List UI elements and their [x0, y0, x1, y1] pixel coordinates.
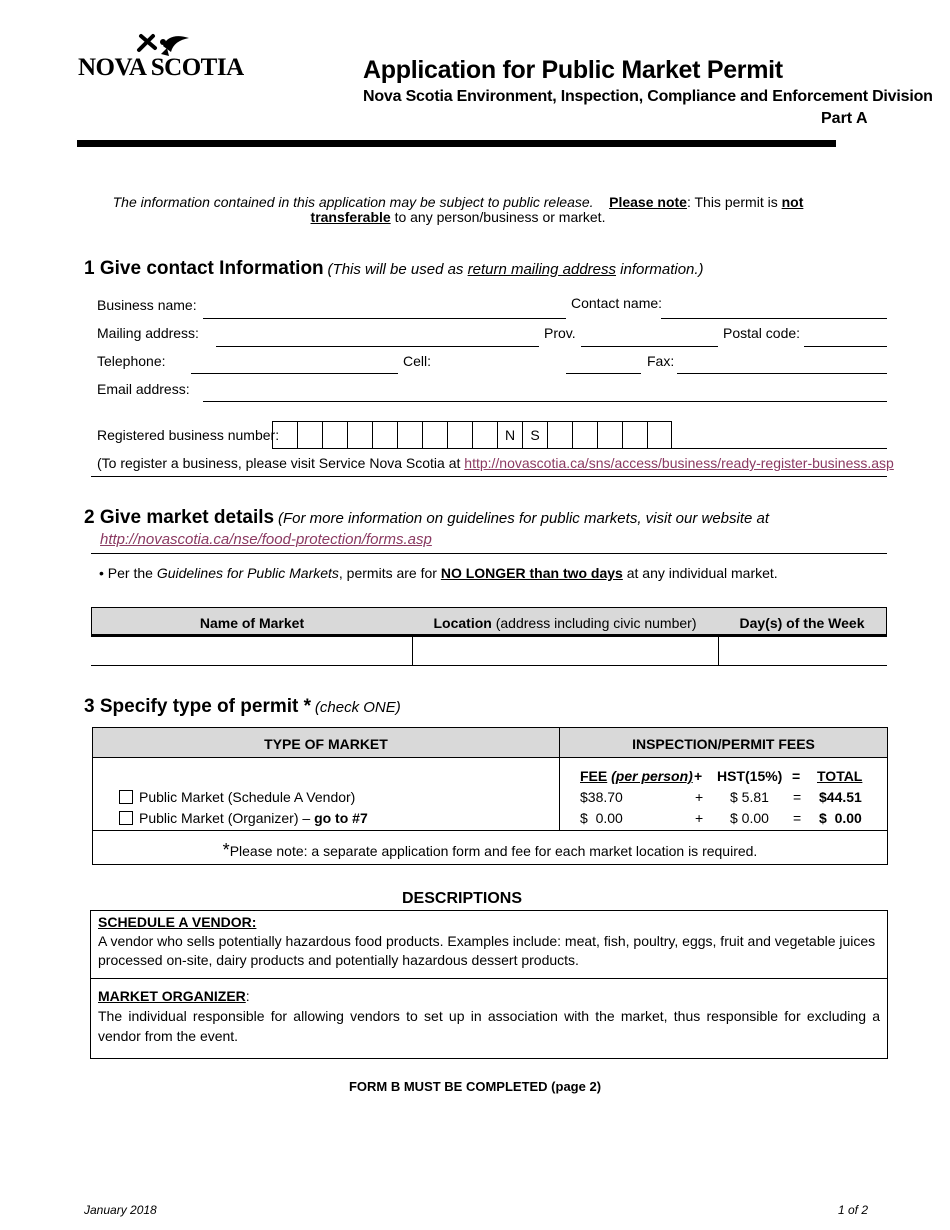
- organizer-text: The individual responsible for allowing vendors to set up in association with the market, thus responsible for excluding a vendor from the event.: [98, 1008, 880, 1044]
- reg-box[interactable]: N: [497, 421, 522, 449]
- logo-wordmark: NOVA SCOTIA: [78, 54, 244, 81]
- market-details-table: [91, 607, 887, 666]
- schedule-a-vendor-checkbox[interactable]: [119, 790, 133, 804]
- fax-field[interactable]: [677, 373, 887, 374]
- reg-box[interactable]: [597, 421, 622, 449]
- option-label: Public Market (Schedule A Vendor): [139, 789, 356, 805]
- bullet-b: , permits are for: [338, 565, 441, 581]
- reg-box[interactable]: [447, 421, 472, 449]
- descriptions-box: [90, 910, 888, 1059]
- cell-label: Cell:: [403, 353, 432, 369]
- form-b-notice: FORM B MUST BE COMPLETED (page 2): [348, 1079, 602, 1094]
- total-value: $44.51: [819, 789, 862, 805]
- page-title: Application for Public Market Permit: [363, 56, 783, 84]
- col-location: [412, 607, 719, 637]
- register-business-note: [97, 455, 894, 471]
- notice-transferable: transferable: [310, 209, 391, 225]
- vendor-text: A vendor who sells potentially hazardous food products. Examples include: meat, fish, poultry, eggs, fruit and vegetable juices processed on-site, dairy products and potentially hazardous dessert products.: [98, 933, 876, 968]
- section1-note-b: information.): [616, 261, 704, 278]
- reg-box[interactable]: [622, 421, 647, 449]
- email-label: Email address:: [97, 381, 190, 397]
- reg-box[interactable]: [547, 421, 572, 449]
- section2-title: 2 Give market details: [84, 507, 275, 528]
- reg-box[interactable]: [422, 421, 447, 449]
- fee-value: $38.70: [580, 789, 623, 805]
- reg-number-underline: [650, 448, 887, 449]
- market-days-cell[interactable]: [718, 637, 887, 666]
- mailing-address-label: Mailing address:: [97, 325, 199, 341]
- contact-name-label: Contact name:: [571, 295, 663, 311]
- reg-box[interactable]: [397, 421, 422, 449]
- postal-code-field[interactable]: [804, 346, 887, 347]
- option-organizer[interactable]: [119, 810, 368, 826]
- organizer-colon: :: [245, 988, 250, 1004]
- organizer-title-line: [98, 987, 880, 1006]
- section3-heading: [84, 696, 401, 718]
- fee-header-eq: =: [792, 768, 801, 784]
- prov-field[interactable]: [581, 346, 718, 347]
- section1-note-underlined: return mailing address: [467, 261, 617, 278]
- col-location-rest: (address including civic number): [491, 615, 697, 631]
- market-name-cell[interactable]: [91, 637, 413, 666]
- reg-box[interactable]: S: [522, 421, 547, 449]
- col-location-bold: Location: [433, 615, 492, 631]
- notice-not: not: [781, 194, 804, 210]
- organizer-title: MARKET ORGANIZER: [98, 988, 246, 1004]
- notice-mid: : This permit is: [686, 194, 782, 210]
- option-schedule-a-vendor[interactable]: [119, 789, 355, 805]
- reg-box[interactable]: [297, 421, 322, 449]
- fee-plus: +: [695, 810, 704, 826]
- section1-bottom-rule: [91, 476, 887, 477]
- fee-eq: =: [793, 810, 802, 826]
- fee-header-hst: HST(15%): [717, 768, 783, 784]
- notice-please-note: Please note: [609, 194, 687, 210]
- reg-box[interactable]: [272, 421, 297, 449]
- cell-field[interactable]: [566, 373, 641, 374]
- hst-value: $ 5.81: [730, 789, 769, 805]
- business-name-field[interactable]: [203, 318, 566, 319]
- reg-box[interactable]: [322, 421, 347, 449]
- header-rule: [77, 140, 836, 147]
- section1-note: [328, 261, 704, 278]
- col-type-of-market: TYPE OF MARKET: [93, 728, 560, 758]
- release-notice: [100, 195, 816, 225]
- section1-heading: [84, 258, 704, 280]
- register-business-text: (To register a business, please visit Service Nova Scotia at: [97, 455, 465, 471]
- food-protection-link[interactable]: http://novascotia.ca/nse/food-protection/forms.asp: [100, 531, 432, 548]
- bullet-c: at any individual market.: [622, 565, 778, 581]
- register-business-link[interactable]: http://novascotia.ca/sns/access/business/ready-register-business.asp: [464, 455, 894, 471]
- guidelines-bullet: [99, 565, 778, 581]
- fee-header-plus: +: [694, 768, 703, 784]
- postal-code-label: Postal code:: [723, 325, 801, 341]
- fee-plus: +: [695, 789, 704, 805]
- telephone-field[interactable]: [191, 373, 398, 374]
- fee-eq: =: [793, 789, 802, 805]
- organizer-description: [91, 979, 887, 1058]
- logo: [78, 32, 248, 82]
- col-days-of-week: Day(s) of the Week: [718, 607, 887, 637]
- footer-date: January 2018: [84, 1203, 157, 1217]
- section2-heading: [84, 507, 769, 529]
- telephone-label: Telephone:: [97, 353, 166, 369]
- permit-footnote: [93, 840, 887, 861]
- total-value: $ 0.00: [819, 810, 862, 826]
- section2-note: (For more information on guidelines for public markets, visit our website at: [278, 510, 770, 527]
- col-name-of-market: Name of Market: [91, 607, 413, 637]
- col-inspection-fees: INSPECTION/PERMIT FEES: [560, 728, 887, 758]
- bullet-no-longer: NO LONGER than two days: [440, 565, 623, 581]
- organizer-checkbox[interactable]: [119, 811, 133, 825]
- section1-title: 1 Give contact Information: [84, 258, 324, 279]
- notice-end: to any person/business or market.: [390, 209, 606, 225]
- reg-box[interactable]: [472, 421, 497, 449]
- contact-name-field[interactable]: [661, 318, 887, 319]
- fee-header-total: TOTAL: [817, 768, 863, 784]
- reg-box[interactable]: [372, 421, 397, 449]
- hst-value: $ 0.00: [730, 810, 769, 826]
- section1-note-a: (This will be used as: [327, 261, 468, 278]
- descriptions-heading: DESCRIPTIONS: [401, 890, 522, 907]
- vendor-description: [91, 911, 887, 979]
- vendor-title: SCHEDULE A VENDOR:: [98, 914, 257, 930]
- part-label: Part A: [821, 110, 868, 127]
- email-field[interactable]: [203, 401, 887, 402]
- fee-value: $ 0.00: [580, 810, 623, 826]
- fee-header-fee: [580, 768, 693, 784]
- notice-italic: The information contained in this application may be subject to public release.: [112, 194, 594, 210]
- bullet-guidelines: Guidelines for Public Markets: [156, 565, 339, 581]
- footer-page-number: 1 of 2: [838, 1203, 869, 1217]
- footnote-star: *: [222, 840, 230, 860]
- section3-title: 3 Specify type of permit *: [84, 696, 312, 717]
- reg-box[interactable]: [647, 421, 672, 449]
- bullet-a: • Per the: [99, 565, 157, 581]
- per-person-label: (per person): [611, 768, 693, 784]
- reg-box[interactable]: [347, 421, 372, 449]
- section2-rule: [91, 553, 887, 554]
- option-label: Public Market (Organizer) –: [139, 810, 315, 826]
- reg-box[interactable]: [572, 421, 597, 449]
- permit-type-table: [92, 727, 888, 865]
- business-name-label: Business name:: [97, 297, 197, 313]
- section3-note: (check ONE): [314, 699, 401, 716]
- mailing-address-field[interactable]: [216, 346, 539, 347]
- option-suffix: go to #7: [314, 810, 368, 826]
- market-location-cell[interactable]: [412, 637, 719, 666]
- fee-label: FEE: [580, 768, 608, 784]
- page-subtitle: Nova Scotia Environment, Inspection, Compliance and Enforcement Division: [363, 88, 933, 105]
- reg-number-boxes: [272, 421, 672, 449]
- footnote-text: Please note: a separate application form and fee for each market location is required.: [229, 843, 758, 859]
- fax-label: Fax:: [647, 353, 675, 369]
- prov-label: Prov.: [544, 325, 576, 341]
- reg-number-label: Registered business number:: [97, 427, 280, 443]
